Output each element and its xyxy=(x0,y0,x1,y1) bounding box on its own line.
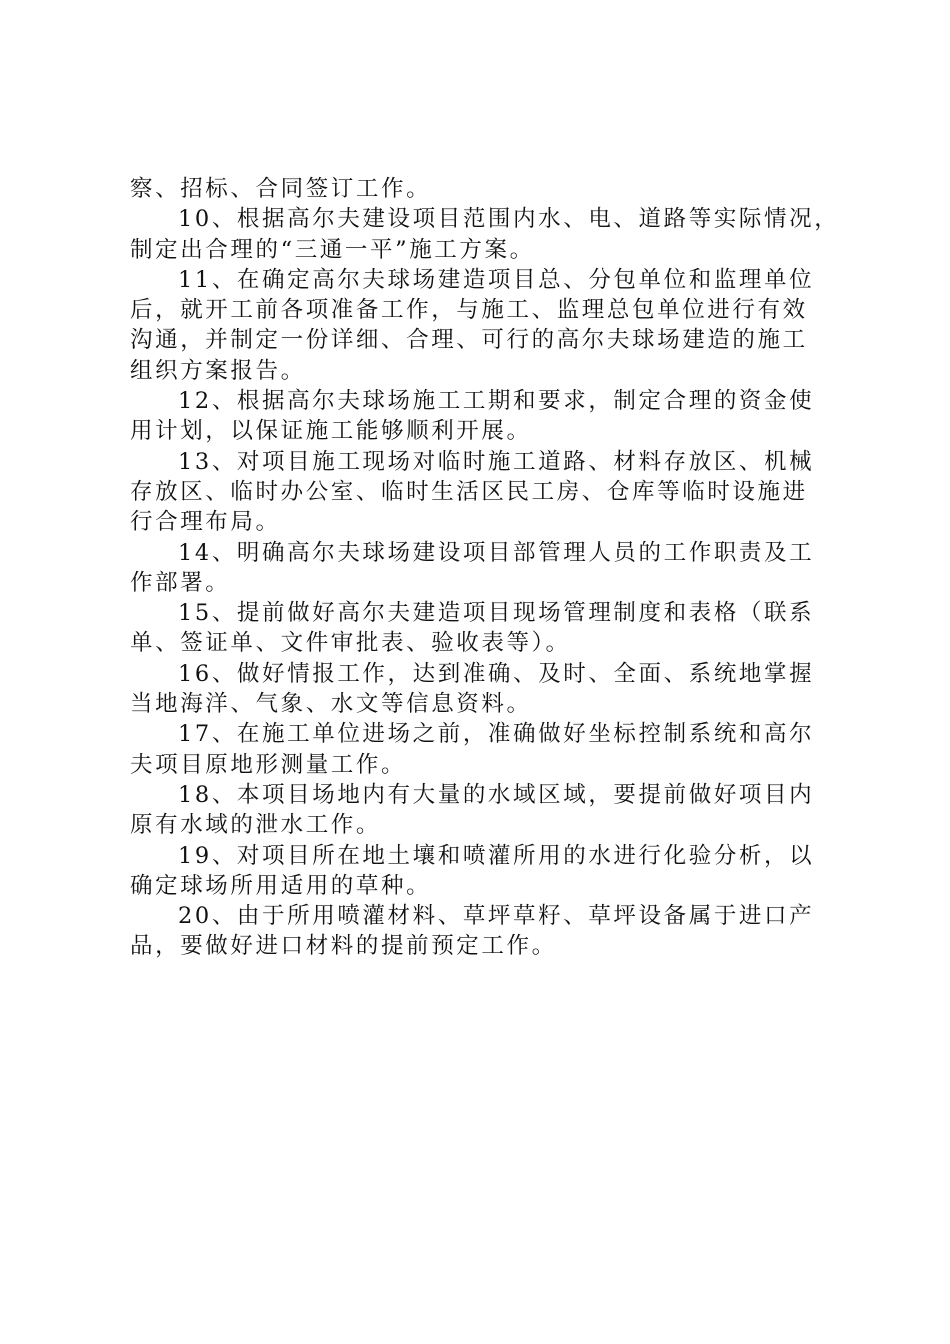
text-line: 存放区、临时办公室、临时生活区民工房、仓库等临时设施进 xyxy=(130,478,808,505)
text-line: 夫项目原地形测量工作。 xyxy=(130,751,407,778)
document-body xyxy=(130,174,840,962)
text-line: 行合理布局。 xyxy=(130,509,281,536)
text-line: 后，就开工前各项准备工作，与施工、监理总包单位进行有效 xyxy=(130,297,808,324)
text-line: 16、做好情报工作，达到准确、及时、全面、系统地掌握 xyxy=(178,660,815,687)
paragraph-item-12 xyxy=(130,386,830,447)
text-line: 14、明确高尔夫球场建设项目部管理人员的工作职责及工 xyxy=(178,539,815,566)
paragraph-item-14 xyxy=(130,538,830,599)
paragraph-item-15 xyxy=(130,598,830,659)
text-line: 当地海洋、气象、水文等信息资料。 xyxy=(130,691,532,718)
paragraph-item-20 xyxy=(130,901,830,962)
text-line: 察、招标、合同签订工作。 xyxy=(130,176,432,202)
paragraph-item-10 xyxy=(130,204,840,265)
text-line: 确定球场所用适用的草种。 xyxy=(130,872,432,899)
text-line: 15、提前做好高尔夫建造项目现场管理制度和表格（联系 xyxy=(178,600,815,627)
text-line: 13、对项目施工现场对临时施工道路、材料存放区、机械 xyxy=(178,448,815,475)
paragraph-continuation xyxy=(130,174,830,204)
paragraph-item-17 xyxy=(130,719,830,780)
text-line: 组织方案报告。 xyxy=(130,357,306,384)
paragraph-item-18 xyxy=(130,780,830,841)
paragraph-item-16 xyxy=(130,659,830,720)
paragraph-item-13 xyxy=(130,447,830,538)
text-line: 单、签证单、文件审批表、验收表等）。 xyxy=(130,630,571,657)
text-line: 17、在施工单位进场之前，准确做好坐标控制系统和高尔 xyxy=(178,721,815,748)
text-line: 作部署。 xyxy=(130,569,231,596)
text-line: 原有水域的泄水工作。 xyxy=(130,812,382,839)
text-line: 用计划，以保证施工能够顺利开展。 xyxy=(130,418,532,445)
text-line: 制定出合理的“三通一平”施工方案。 xyxy=(130,236,535,263)
text-line: 12、根据高尔夫球场施工工期和要求，制定合理的资金使 xyxy=(178,388,815,415)
text-line: 10、根据高尔夫建设项目范围内水、电、道路等实际情况， xyxy=(178,206,840,233)
text-line: 11、在确定高尔夫球场建造项目总、分包单位和监理单位 xyxy=(178,266,815,293)
text-line: 20、由于所用喷灌材料、草坪草籽、草坪设备属于进口产 xyxy=(178,903,815,930)
text-line: 品，要做好进口材料的提前预定工作。 xyxy=(130,933,557,960)
text-line: 19、对项目所在地土壤和喷灌所用的水进行化验分析，以 xyxy=(178,842,815,869)
text-line: 18、本项目场地内有大量的水域区域，要提前做好项目内 xyxy=(178,781,815,808)
paragraph-item-11 xyxy=(130,265,830,386)
text-line: 沟通，并制定一份详细、合理、可行的高尔夫球场建造的施工 xyxy=(130,327,808,354)
paragraph-item-19 xyxy=(130,841,830,902)
